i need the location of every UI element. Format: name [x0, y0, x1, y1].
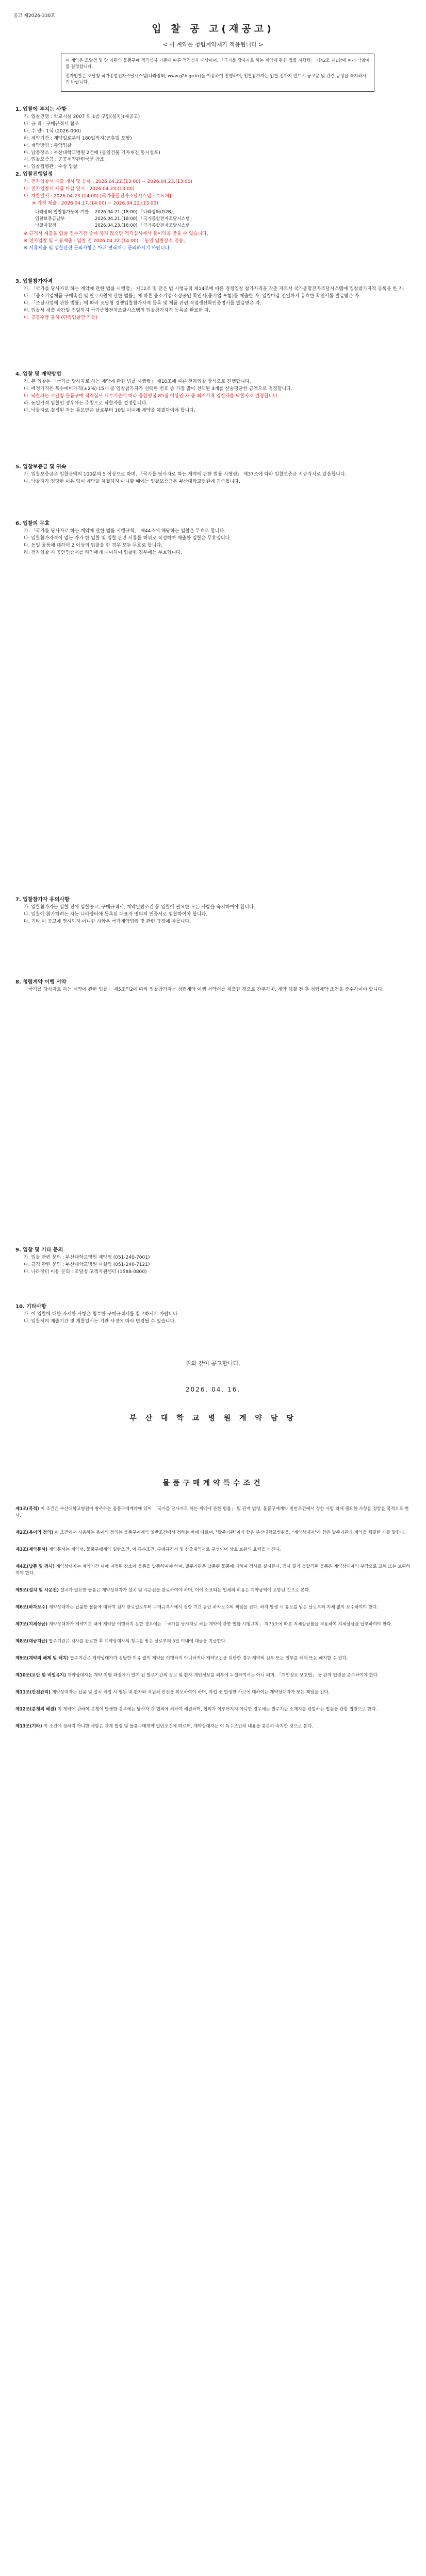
article — [15, 1587, 411, 1594]
section-line: 나. 예정가격은 복수예비가격(±2%) 15개 중 입찰참가자가 선택한 번호 중 가장 많이 선택된 4개를 산술평균한 금액으로 결정합니다. — [24, 386, 292, 392]
article-body: 이 조건에서 사용하는 용어의 정의는 물품구매계약 일반조건에서 정하는 바에 따르며, "발주기관"이라 함은 부산대학교병원을, "계약상대자"라 함은 발주기관과 계약을 체결한 자를 말한다. — [54, 1530, 406, 1535]
article — [15, 1655, 411, 1662]
schedule-table — [32, 209, 197, 230]
section-integrity — [15, 979, 413, 994]
section-title: 5. 입찰보증금 및 귀속 — [15, 464, 67, 470]
article-body: 계약상대자는 납품한 물품에 대하여 검사 완료일로부터 구매규격서에서 정한 기간 동안 하자보수의 책임을 진다. 하자 발생 시 통보를 받은 날로부터 지체 없이 보수하여야 한다. — [48, 1604, 378, 1610]
schedule-value: 2026.04.21.(18:00) 「나라장터(G2B)」 — [94, 209, 177, 215]
article-head: 제7조(지체상금) — [15, 1621, 48, 1627]
article-head: 제5조(설치 및 시운전) — [15, 1587, 59, 1593]
article-head: 제13조(기타) — [15, 1723, 42, 1729]
section-line: 가. 이 입찰에 대한 자세한 사항은 첨부한 구매규격서를 참고하시기 바랍니다. — [24, 1312, 179, 1317]
article — [15, 1638, 411, 1645]
article-body: 계약상대자가 계약기간 내에 계약을 이행하지 못한 경우에는 「국가를 당사자로 하는 계약에 관한 법률 시행규칙」 제75조에 따른 지체상금률을 적용하여 지체상금을 납부하여야 한다. — [48, 1621, 392, 1627]
section-line: 가. 입찰보증금은 입찰금액의 100분의 5 이상으로 하며, 「국가를 당사자로 하는 계약에 관한 법률 시행령」 제37조에 따라 입찰보증금 지급각서로 갈음합니다. — [24, 472, 347, 478]
article-head: 제1조(목적) — [15, 1506, 39, 1511]
schedule-label: 낙찰자결정 — [35, 223, 57, 229]
section-title: 9. 입찰 및 기타 문의 — [15, 1247, 63, 1253]
article-head: 제2조(용어의 정의) — [15, 1530, 54, 1535]
article — [15, 1529, 411, 1536]
article-body: 발주기관은 계약상대자가 정당한 이유 없이 계약을 이행하지 아니하거나 계약조건을 위반한 경우 계약의 전부 또는 일부를 해제 또는 해지할 수 있다. — [70, 1655, 348, 1661]
article-body: 계약문서는 계약서, 물품구매계약 일반조건, 이 특수조건, 구매규격서 및 산출내역서로 구성되며 상호 보완의 효력을 가진다. — [48, 1547, 281, 1552]
section-line: 나. 「중소기업제품 구매촉진 및 판로지원에 관한 법률」에 따른 중소기업·소상공인 확인서(중기업 포함)를 제출한 자. 입찰마감 전일까지 유효한 확인서를 발급받은 자. — [24, 294, 361, 299]
section-line: 다. 기타 이 공고에 명시되지 아니한 사항은 국가계약법령 및 관련 규정에 따릅니다. — [24, 919, 191, 924]
section-title: 3. 입찰참가자격 — [15, 279, 53, 284]
section-qualification — [15, 278, 413, 323]
closing-text: 위와 같이 공고합니다. — [185, 1360, 241, 1367]
page-title: 입 찰 공 고(재공고) — [152, 23, 274, 35]
section-line: 나. 전자입찰서 제출 마감 일시 : 2026.04.23.(13:00) — [24, 187, 135, 192]
article-head: 제4조(납품 및 검사) — [15, 1564, 55, 1569]
section-line: 마. 공동수급 불허 (단독입찰만 가능) — [24, 315, 98, 320]
schedule-value: 2026.04.21.(18:00) 「국가종합전자조달시스템」 — [94, 216, 194, 222]
section-line: 다. 수 량 : 1식 (2026-000) — [24, 128, 81, 134]
article-head: 제10조(보안 및 비밀유지) — [15, 1672, 66, 1678]
article — [15, 1604, 411, 1611]
intro-paragraph: 이 계약은 조달청 및 당 기관의 물품구매 적격심사 기준에 따른 적격심사 대상이며, 「국가를 당사자로 하는 계약에 관한 법률 시행령」 제42조 제1항에 따라 낙찰자를 결정합니다. — [65, 58, 370, 70]
article-head: 제6조(하자보수) — [15, 1604, 48, 1610]
section-line: 다. 「조달사업에 관한 법률」에 따라 조달청 경쟁입찰참가자격 등록 및 제품 관련 직접생산확인증명서를 발급받은 자. — [24, 300, 261, 306]
article — [15, 1546, 411, 1553]
section-line: 다. 나라장터 이용 문의 : 조달청 고객지원센터 (1588-0800) — [24, 1269, 147, 1275]
contract-title: 물품구매계약특수조건 — [162, 1479, 264, 1487]
warning-line: ※ 서류제출 및 입찰관련 문의사항은 아래 연락처로 문의하시기 바랍니다. — [24, 246, 171, 251]
warning-line: ※ 규격서 제출을 입찰 접수기간 중에 하지 않으면 적격심사에서 불이익을 받을 수 있습니다. — [24, 231, 208, 237]
section-line: 나. 낙찰자가 정당한 이유 없이 계약을 체결하지 아니할 때에는 입찰보증금은 부산대학교병원에 귀속됩니다. — [24, 479, 240, 485]
section-method — [15, 371, 413, 415]
section-line: 라. 계약기간 : 계약일로부터 180일까지(공휴일 포함) — [24, 135, 132, 141]
notice-number: 공고 제2026-330호 — [13, 13, 55, 19]
schedule-label: 나라장터 입찰참가등록 기한 — [35, 209, 89, 215]
section-line: 라. 입찰서 제출 마감일 전일까지 국가종합전자조달시스템의 입찰참가자격 등록을 완료한 자. — [24, 308, 210, 313]
table-row — [32, 209, 197, 216]
article — [15, 1723, 411, 1730]
section-notes — [15, 896, 413, 926]
article — [15, 1505, 411, 1519]
article — [15, 1672, 411, 1679]
section-title: 1. 입찰에 부치는 사항 — [15, 107, 67, 112]
section-line: 사. 입찰보증금 : 공공계약관련국문 참조 — [24, 157, 105, 163]
section-line: 바. 납품장소 : 부산대학교병원 2건에 (동일건물 기자재진 동시설포) — [24, 150, 160, 156]
section-line: 가. 입찰건명 : 학교시설 2007 외 1종 구입(설치)(재공고) — [24, 114, 140, 120]
schedule-label: 입찰보증금납부 — [35, 216, 65, 222]
section-line: 아. 입찰집행관 : 수상 입찰 — [24, 164, 78, 170]
article-body: 설치가 필요한 물품은 계약상대자가 설치 및 시운전을 완료하여야 하며, 이에 소요되는 일체의 비용은 계약금액에 포함된 것으로 본다. — [60, 1587, 310, 1593]
section-line: 라. 동일가격 입찰인 경우에는 추첨으로 낙찰자를 결정합니다. — [24, 400, 148, 406]
section-line: 「국가를 당사자로 하는 계약에 관한 법률」 제5조의2에 따라 입찰참가자는 청렴계약 이행 서약서를 제출한 것으로 간주하며, 계약 체결 전·후 청렴계약 조건을 준수하여야 합니다. — [24, 987, 384, 993]
section-deposit — [15, 464, 413, 486]
article — [15, 1689, 411, 1696]
schedule-value: 2026.04.23.(16:00) 「국가종합전자조달시스템」 — [94, 223, 194, 229]
table-row — [32, 223, 197, 229]
section-line: 다. 동일 물품에 대하여 2 이상의 입찰을 한 경우 모두 무효로 합니다. — [24, 543, 162, 548]
article-body: 이 계약에 관하여 분쟁이 발생한 경우에는 당사자 간 협의에 의하여 해결하며, 협의가 이루어지지 아니한 경우에는 발주기관 소재지를 관할하는 법원을 관할 법원으로 한다. — [57, 1706, 377, 1712]
section-line: 라. 전자입찰 시 공인인증서를 타인에게 대여하여 입찰한 경우에는 무효입니다. — [24, 550, 182, 555]
notice-date: 2026. 04. 16. — [185, 1386, 241, 1393]
price-note: ※ 가격 제출 : 2026.04.17.(14:00) ~ 2026.04.22.(13:00) — [32, 200, 158, 206]
article-head: 제12조(분쟁의 해결) — [15, 1706, 56, 1712]
integrity-subtitle: < 이 계약은 청렴계약제가 적용됩니다 > — [162, 41, 264, 48]
article — [15, 1706, 411, 1713]
table-row — [32, 216, 197, 223]
article-body: 계약상대자는 납품 및 설치 작업 시 병원 내 환자와 직원의 안전을 확보하여야 하며, 작업 중 발생한 사고에 대하여는 계약상대자가 모든 책임을 진다. — [52, 1689, 330, 1695]
section-title: 7. 입찰참가자 유의사항 — [15, 897, 70, 903]
section-schedule — [15, 171, 413, 253]
article-head: 제8조(대금지급) — [15, 1638, 48, 1644]
section-invalid — [15, 520, 413, 557]
section-bid-items — [15, 106, 413, 172]
section-title: 2. 입찰진행일정 — [15, 172, 53, 177]
section-line: 나. 입찰서의 제출기간 및 개찰일시는 기관 사정에 따라 변경될 수 있습니다. — [24, 1319, 176, 1325]
section-line: 나. 입찰참가자격이 없는 자가 한 입찰 및 입찰 관련 서류를 허위로 작성하여 제출한 입찰은 무효입니다. — [24, 536, 232, 541]
section-line: 가. 입찰 관련 문의 : 부산대학교병원 계약팀 (051-240-7001) — [24, 1255, 150, 1261]
article-head: 제3조(계약문서) — [15, 1547, 48, 1552]
article-head: 제11조(안전관리) — [15, 1689, 51, 1695]
section-line: 가. 「국가를 당사자로 하는 계약에 관한 법률 시행령」 제12조 및 같은 법 시행규칙 제14조에 따른 경쟁입찰 참가자격을 갖춘 자로서 국가종합전자조달시스템에 입찰참가자격 등록을 한 자. — [24, 286, 405, 292]
section-line: 가. 입찰참가자는 입찰 전에 입찰공고, 구매규격서, 계약일반조건 등 입찰에 필요한 모든 사항을 숙지하여야 합니다. — [24, 905, 255, 910]
section-title: 4. 입찰 및 계약방법 — [15, 371, 61, 377]
article-body: 계약상대자는 계약기간 내에 지정된 장소에 물품을 납품하여야 하며, 발주기관은 납품된 물품에 대하여 검사를 실시한다. 검사 결과 불합격된 물품은 계약상대자의 부담으로 교체 또는 보완하여야 한다. — [15, 1564, 411, 1576]
section-line: 마. 낙찰자로 결정된 자는 통보받은 날로부터 10일 이내에 계약을 체결하여야 합니다. — [24, 408, 195, 413]
section-line: 나. 규격 관련 문의 : 부산대학교병원 시설팀 (051-240-7121) — [24, 1262, 150, 1268]
section-title: 8. 청렴계약 이행 서약 — [15, 979, 67, 985]
section-line: 가. 「국가를 당사자로 하는 계약에 관한 법률 시행규칙」 제44조에 해당하는 입찰은 무효로 합니다. — [24, 529, 226, 534]
section-contact — [15, 1247, 413, 1277]
section-title: 10. 기타사항 — [15, 1304, 46, 1310]
warning-line: ※ 전자입찰 및 서류제출 : 입찰 전 2026.04.22.(14:00) 「동일 입찰장소 전송」 — [24, 239, 188, 244]
intro-box — [61, 54, 374, 92]
section-line: 다. 개찰일시 : 2026.04.23.(14:00) [국가종합전자조달시스템 : 수요처] — [24, 193, 171, 199]
article — [15, 1563, 411, 1577]
article — [15, 1621, 411, 1628]
issuing-organization: 부 산 대 학 교 병 원 계 약 담 당 — [129, 1414, 297, 1422]
section-line: 마. 계약방법 : 총액입찰 — [24, 143, 72, 148]
article-body: 발주기관은 검사를 완료한 후 계약상대자의 청구를 받은 날로부터 5일 이내에 대금을 지급한다. — [48, 1638, 227, 1644]
section-line: 나. 규 격 : 구매규격서 참조 — [24, 122, 79, 127]
section-line: 나. 입찰에 참가하려는 자는 나라장터에 등록된 대표자 명의의 인증서로 입찰하여야 합니다. — [24, 912, 208, 918]
section-line: 가. 전자입찰서 제출 개시 및 등록 : 2026.04.22.(13:00) ~ 2026.04.23.(13:00) — [24, 179, 192, 185]
section-line: 다. 낙찰자는 조달청 물품구매 적격심사 세부기준에 따라 종합평점 85점 이상인 자 중 최저가격 입찰자를 낙찰자로 결정합니다. — [24, 393, 279, 399]
section-title: 6. 입찰의 무효 — [15, 521, 50, 527]
intro-paragraph: 전자입찰은 조달청 국가종합전자조달시스템(나라장터, www.g2b.go.kr)을 이용하여 진행하며, 입찰참가자는 입찰 전까지 반드시 공고문 및 관련 규정을 숙지하시기 바랍니다. — [65, 73, 367, 85]
article-head: 제9조(계약의 해제 및 해지) — [15, 1655, 69, 1661]
article-body: 계약상대자는 계약 이행 과정에서 알게 된 발주기관의 정보 및 환자 개인정보를 외부에 누설하여서는 아니 되며, 「개인정보 보호법」 등 관계 법령을 준수하여야 한다. — [67, 1672, 379, 1678]
article-body: 이 조건에 정하지 아니한 사항은 관계 법령 및 물품구매계약 일반조건에 따르며, 계약상대자는 이 특수조건의 내용을 충분히 숙지한 것으로 본다. — [43, 1723, 313, 1729]
article-body: 이 조건은 부산대학교병원이 발주하는 물품구매계약에 있어 「국가를 당사자로 하는 계약에 관한 법률」 및 관계 법령, 물품구매계약 일반조건에서 정한 사항 외에 필요한 사항을 정함을 목적으로 한다. — [15, 1506, 409, 1518]
contract-articles — [15, 1505, 411, 1740]
section-line: 가. 본 입찰은 「국가를 당사자로 하는 계약에 관한 법률 시행령」 제10조에 따른 전자입찰 방식으로 진행합니다. — [24, 379, 251, 385]
section-other — [15, 1303, 413, 1326]
